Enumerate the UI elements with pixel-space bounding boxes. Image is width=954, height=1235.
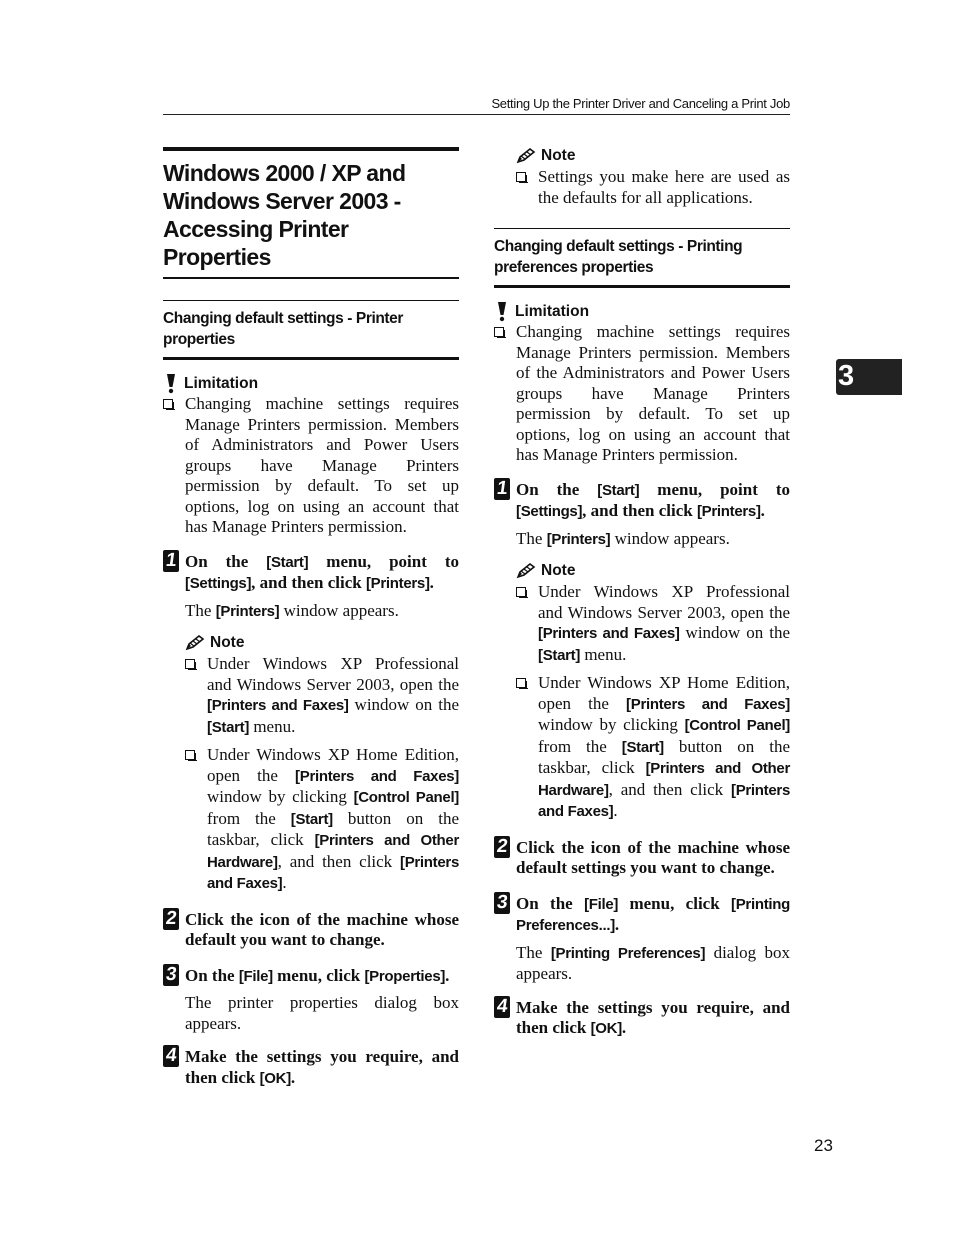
right-column <box>494 147 790 1040</box>
limitation-heading <box>494 302 790 322</box>
step-3: 3 On the [File] menu, click [Properties]. <box>164 963 450 985</box>
step-3-result: The printer properties dialog box appears. <box>185 993 459 1033</box>
step-3-result: The [Printing Preferences] dialog box appears. <box>516 942 790 983</box>
step-1-result: The [Printers] window appears. <box>516 528 730 548</box>
note-item-1: Under Windows XP Professional and Windows Server 2003, open the [Printers and Faxes] window on the [Start] menu. <box>185 654 459 738</box>
note-heading <box>185 634 459 652</box>
note-label: Note <box>541 562 576 579</box>
step-number-2: 2 <box>495 835 509 857</box>
checkbox-bullet-icon <box>516 587 526 597</box>
checkbox-bullet-icon <box>185 659 195 669</box>
limitation-label: Limitation <box>184 375 259 392</box>
limitation-item: Changing machine settings requires Manage Printers permission. Members of Administrators and Power Users groups have Manage Printers permission by default. To set up options, log on using an account that has Manage Printers permission. <box>163 394 459 538</box>
step-number-4: 4 <box>495 995 509 1017</box>
step-2: 2 Click the icon of the machine whose default settings you want to change. <box>495 835 790 877</box>
section-heading-printing-preferences: Changing default settings - Printing preferences properties <box>494 228 790 288</box>
exclamation-icon <box>163 374 179 394</box>
step-1: 1 On the [Start] menu, point to [Settings], and then click [Printers]. <box>495 477 790 520</box>
step-number-3: 3 <box>495 891 509 913</box>
exclamation-icon <box>494 302 510 322</box>
checkbox-bullet-icon <box>163 399 173 409</box>
checkbox-bullet-icon <box>516 172 526 182</box>
note-heading <box>516 147 790 165</box>
section-heading-printer-properties: Changing default settings - Printer properties <box>163 300 459 360</box>
step-number-4: 4 <box>164 1045 178 1066</box>
limitation-label: Limitation <box>515 303 590 320</box>
chapter-tab <box>836 359 902 395</box>
step-number-1: 1 <box>164 549 178 571</box>
left-column <box>163 147 459 1089</box>
step-number-1: 1 <box>495 477 509 499</box>
note-item-2: Under Windows XP Home Edition, open the [Printers and Faxes] window by clicking [Control Panel] from the [Start] button on the taskbar, click [Printers and Other Hardware], and then click [Printers and Faxes]. <box>516 673 790 823</box>
note-item-1: Under Windows XP Professional and Windows Server 2003, open the [Printers and Faxes] window on the [Start] menu. <box>516 582 790 666</box>
step-number-3: 3 <box>164 963 178 985</box>
note-item-defaults: Settings you make here are used as the defaults for all applications. <box>516 167 790 208</box>
step-4: 4 Make the settings you require, and then click [OK]. <box>164 1045 459 1087</box>
step-number-2: 2 <box>164 907 178 929</box>
pencil-icon <box>516 563 536 579</box>
page-number: 23 <box>814 1136 833 1155</box>
note-label: Note <box>210 634 245 651</box>
page-title: Windows 2000 / XP and Windows Server 2003 - Accessing Printer Properties <box>163 147 459 279</box>
step-3: 3 On the [File] menu, click [Printing Preferences...]. <box>495 891 790 934</box>
pencil-icon <box>185 635 205 651</box>
step-2: 2 Click the icon of the machine whose default you want to change. <box>164 907 459 949</box>
step-1-result: The [Printers] window appears. <box>185 600 399 620</box>
header-rule <box>163 114 790 115</box>
step-4: 4 Make the settings you require, and then click [OK]. <box>495 995 790 1037</box>
pencil-icon <box>516 148 536 164</box>
note-item-2: Under Windows XP Home Edition, open the [Printers and Faxes] window by clicking [Control Panel] from the [Start] button on the taskbar, click [Printers and Other Hardware], and then click [Printers and Faxes]. <box>185 745 459 895</box>
chapter-number: 3 <box>838 360 855 392</box>
step-1: 1 On the [Start] menu, point to [Settings], and then click [Printers]. <box>164 549 459 592</box>
limitation-item: Changing machine settings requires Manage Printers permission. Members of the Administrators and Power Users groups have Manage Printers permission by default. To set up options, log on using an account that has Manage Printers permission. <box>494 322 790 466</box>
note-label: Note <box>541 147 576 164</box>
limitation-heading <box>163 374 459 394</box>
checkbox-bullet-icon <box>185 750 195 760</box>
note-heading <box>516 562 790 580</box>
checkbox-bullet-icon <box>494 327 504 337</box>
checkbox-bullet-icon <box>516 678 526 688</box>
running-head: Setting Up the Printer Driver and Canceling a Print Job <box>491 96 790 111</box>
